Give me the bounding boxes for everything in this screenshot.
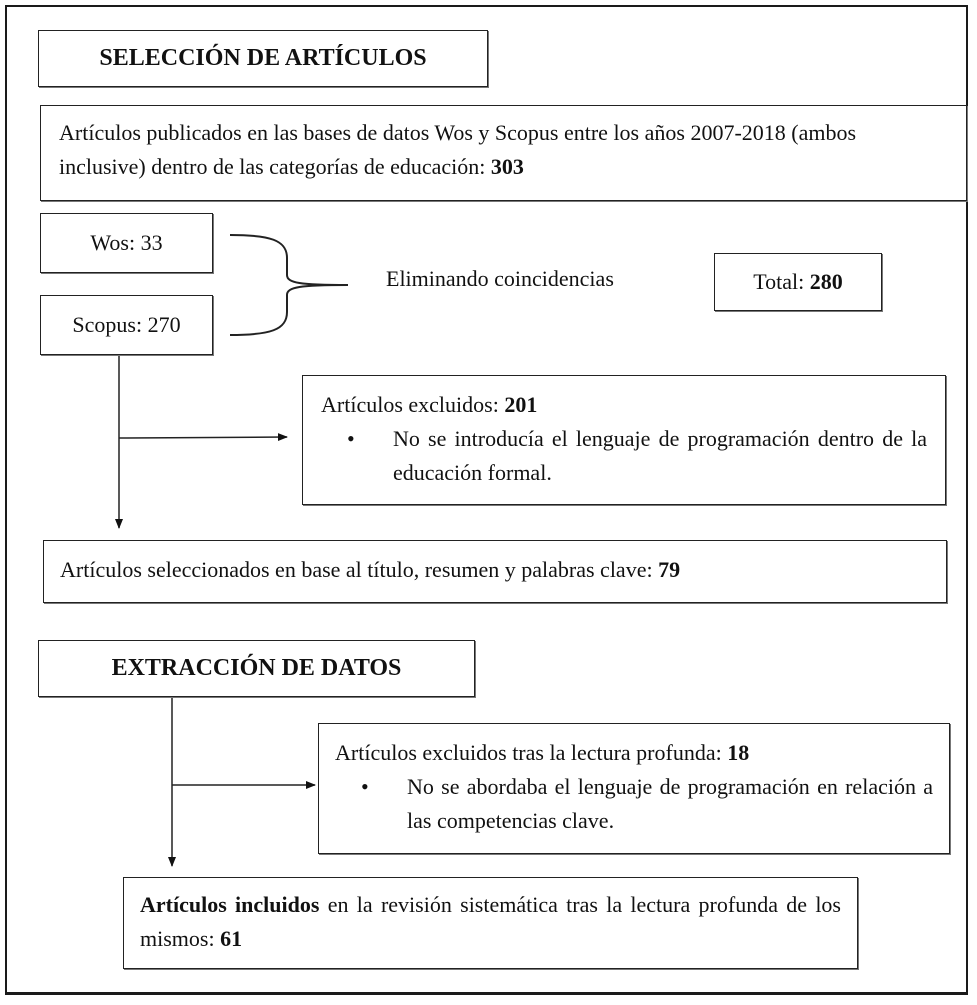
selected-box (43, 540, 947, 603)
included-count: 61 (220, 926, 243, 951)
published-count: 303 (490, 154, 524, 179)
total-label: Total: (753, 269, 810, 294)
published-articles-box (40, 105, 967, 201)
selected-count: 79 (658, 557, 681, 582)
bullet-icon: • (361, 774, 369, 799)
excluded-reasons (321, 422, 927, 490)
excluded-deep-count: 18 (727, 740, 750, 765)
published-text: Artículos publicados en las bases de datos Wos y Scopus entre los años 2007-2018 (ambos inclusive) dentro de las categorías de educación: (59, 120, 857, 179)
scopus-text: Scopus: 270 (72, 312, 181, 337)
excluded-deep-label: Artículos excluidos tras la lectura profunda: (335, 740, 728, 765)
excluded-reason: • No se introducía el lenguaje de programación dentro de la educación formal. (321, 422, 927, 490)
included-box (123, 877, 858, 969)
wos-box (40, 213, 213, 273)
section-title-extraction-text: EXTRACCIÓN DE DATOS (111, 655, 402, 681)
total-count: 280 (809, 269, 843, 294)
included-text: en la revisión sistemática tras la lectura profunda de los mismos: (140, 892, 841, 951)
scopus-box (40, 295, 213, 355)
included-bold: Artículos incluidos (140, 892, 320, 917)
excluded-label: Artículos excluidos: (321, 392, 505, 417)
total-box (714, 253, 882, 311)
excluded-deep-reasons (335, 770, 933, 838)
excluded-deep-box (318, 723, 950, 854)
section-title-selection-text: SELECCIÓN DE ARTÍCULOS (99, 45, 427, 71)
excluded-deep-reason: • No se abordaba el lenguaje de programación en relación a las competencias clave. (335, 770, 933, 838)
selected-text: Artículos seleccionados en base al título, resumen y palabras clave: (60, 557, 659, 582)
section-title-extraction (38, 640, 475, 697)
excluded-count: 201 (504, 392, 538, 417)
wos-text: Wos: 33 (90, 230, 163, 255)
section-title-selection (38, 30, 488, 87)
excluded-box (302, 375, 946, 505)
bullet-icon: • (347, 426, 355, 451)
dedup-label: Eliminando coincidencias (386, 266, 614, 291)
